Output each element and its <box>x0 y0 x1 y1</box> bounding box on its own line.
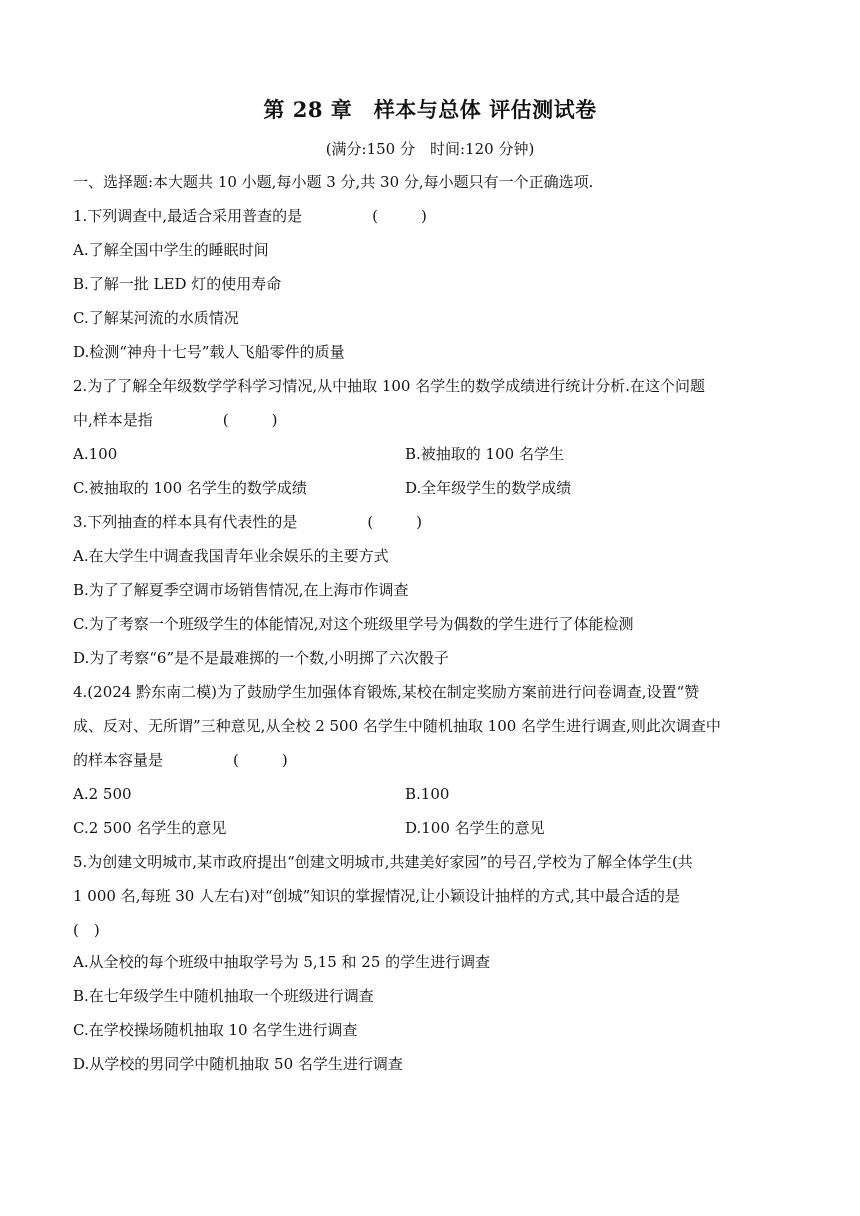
question-4-stem-line3 <box>73 750 302 770</box>
answer-paren: ( ) <box>233 751 302 769</box>
question-5-option-c: C.在学校操场随机抽取 10 名学生进行调查 <box>73 1021 358 1039</box>
question-1-text: 1.下列调查中,最适合采用普查的是 <box>73 207 303 225</box>
page-subtitle: (满分:150 分 时间:120 分钟) <box>325 140 535 158</box>
question-3-text: 3.下列抽查的样本具有代表性的是 <box>73 513 298 531</box>
answer-paren: ( ) <box>367 513 437 531</box>
question-2-option-b: B.被抽取的 100 名学生 <box>405 445 564 463</box>
question-2-stem-line2 <box>73 410 292 430</box>
question-1-stem <box>73 206 441 226</box>
question-5-option-a: A.从全校的每个班级中抽取学号为 5,15 和 25 的学生进行调查 <box>73 953 491 971</box>
question-2-option-d: D.全年级学生的数学成绩 <box>405 479 572 497</box>
question-1-option-a: A.了解全国中学生的睡眠时间 <box>73 241 269 259</box>
question-2-option-c: C.被抽取的 100 名学生的数学成绩 <box>73 479 307 497</box>
question-4-option-d: D.100 名学生的意见 <box>405 819 545 837</box>
question-2-text: 中,样本是指 <box>73 411 153 429</box>
answer-paren: ( ) <box>372 207 441 225</box>
question-4-stem-line1: 4.(2024 黔东南二模)为了鼓励学生加强体育锻炼,某校在制定奖励方案前进行问卷调查,设置“赞 <box>73 683 700 701</box>
question-2-option-a: A.100 <box>73 445 118 463</box>
question-3-stem <box>73 512 436 532</box>
question-3-option-a: A.在大学生中调查我国青年业余娱乐的主要方式 <box>73 547 389 565</box>
question-4-option-a: A.2 500 <box>73 785 132 803</box>
question-5-option-b: B.在七年级学生中随机抽取一个班级进行调查 <box>73 987 374 1005</box>
question-5-stem-line2: 1 000 名,每班 30 人左右)对“创城”知识的掌握情况,让小颖设计抽样的方式,其中最合适的是 <box>73 887 680 905</box>
question-1-option-d: D.检测“神舟十七号”载人飞船零件的质量 <box>73 343 345 361</box>
question-2-stem-line1: 2.为了了解全年级数学学科学习情况,从中抽取 100 名学生的数学成绩进行统计分析.在这个问题 <box>73 377 706 395</box>
question-4-option-b: B.100 <box>405 785 450 803</box>
answer-paren: ( ) <box>222 411 292 429</box>
question-3-option-c: C.为了考察一个班级学生的体能情况,对这个班级里学号为偶数的学生进行了体能检测 <box>73 615 634 633</box>
question-4-option-c: C.2 500 名学生的意见 <box>73 819 227 837</box>
question-5-answer-paren: ( ) <box>73 921 100 939</box>
question-1-option-b: B.了解一批 LED 灯的使用寿命 <box>73 275 282 293</box>
page-title: 第 28 章 样本与总体 评估测试卷 <box>263 97 597 122</box>
question-4-text: 的样本容量是 <box>73 751 164 769</box>
question-1-option-c: C.了解某河流的水质情况 <box>73 309 239 327</box>
question-5-option-d: D.从学校的男同学中随机抽取 50 名学生进行调查 <box>73 1055 403 1073</box>
question-3-option-b: B.为了了解夏季空调市场销售情况,在上海市作调查 <box>73 581 409 599</box>
question-5-stem-line1: 5.为创建文明城市,某市政府提出“创建文明城市,共建美好家园”的号召,学校为了解全体学生(共 <box>73 853 693 871</box>
question-4-stem-line2: 成、反对、无所谓”三种意见,从全校 2 500 名学生中随机抽取 100 名学生进行调查,则此次调查中 <box>73 717 721 735</box>
section-header: 一、选择题:本大题共 10 小题,每小题 3 分,共 30 分,每小题只有一个正确选项. <box>73 173 594 191</box>
question-3-option-d: D.为了考察“6”是不是最难掷的一个数,小明掷了六次骰子 <box>73 649 449 667</box>
